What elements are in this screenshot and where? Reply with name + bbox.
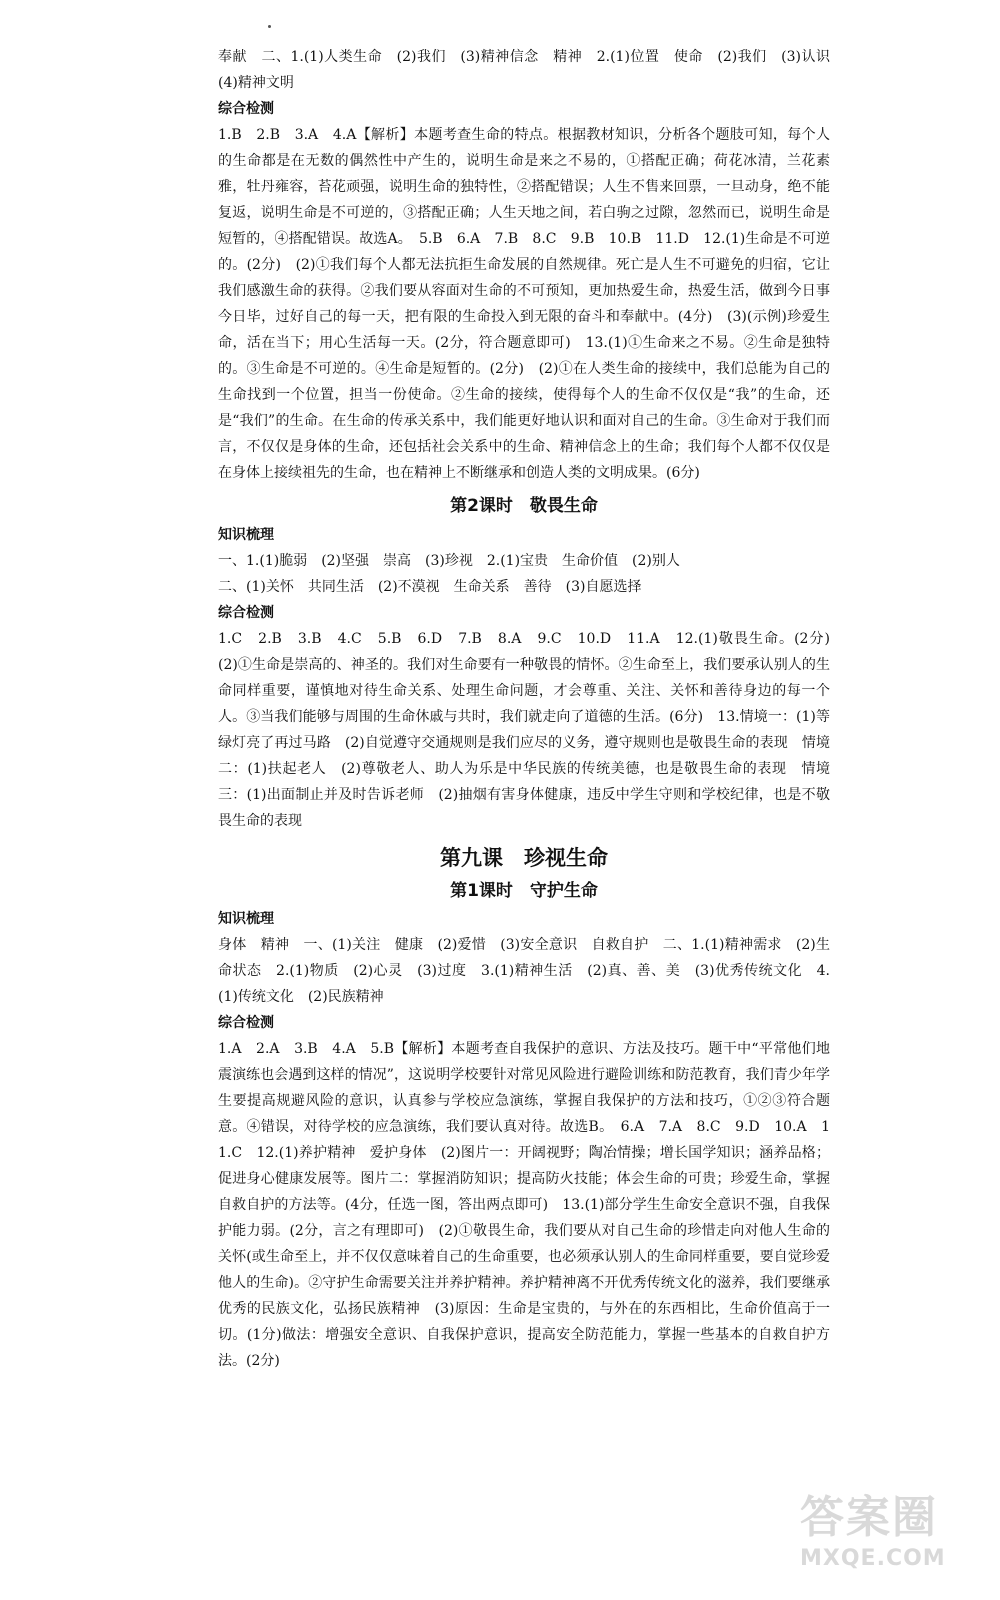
section-heading-comprehensive-check-2: 综合检测 (218, 605, 274, 621)
comprehensive-check-answers-1: 1.B 2.B 3.A 4.A【解析】本题考查生命的特点。根据教材知识，分析各个题肢可知，每个人的生命都是在无数的偶然性中产生的，说明生命是来之不易的，①搭配正确；荷花冰清，兰花素雅，牡丹雍容，苔花顽强，说明生命的独特性，②搭配错误；人生不售来回票，一旦动身，绝不能复返，说明生命是不可逆的，③搭配正确；人生天地之间，若白驹之过隙，忽然而已，说明生命是短暂的，④搭配错误。故选A。 5.B 6.A 7.B 8.C 9.B 10.B 11.D 12.(1)生命是不可逆的。(2分) (2)①我们每个人都无法抗拒生命发展的自然规律。死亡是人生不可避免的归宿，它让我们感激生命的获得。②我们要从容面对生命的不可预知，更加热爱生命，热爱生活，做到今日事今日毕，过好自己的每一天，把有限的生命投入到无限的奋斗和奉献中。(4分) (3)(示例)珍爱生命，活在当下；用心生活每一天。(2分，符合题意即可) 13.(1)①生命来之不易。②生命是独特的。③生命是不可逆的。④生命是短暂的。(2分) (2)①在人类生命的接续中，我们总能为自己的生命找到一个位置，担当一份使命。②生命的接续，使得每个人的生命不仅仅是“我”的生命，还是“我们”的生命。在生命的传承关系中，我们能更好地认识和面对自己的生命。③生命对于我们而言，不仅仅是身体的生命，还包括社会关系中的生命、精神信念上的生命；我们每个人都不仅仅是在身体上接续祖先的生命，也在精神上不断继承和创造人类的文明成果。(6分) (218, 127, 830, 481)
section-heading-knowledge-review-3: 知识梳理 (218, 911, 274, 927)
section-heading-comprehensive-check: 综合检测 (218, 101, 274, 117)
lesson-title-guard-life: 第1课时 守护生命 (450, 881, 598, 901)
answer-content (218, 44, 844, 1374)
chapter-title-cherish-life: 第九课 珍视生命 (440, 846, 608, 870)
knowledge-review-line-2: 二、(1)关怀 共同生活 (2)不漠视 生命关系 善待 (3)自愿选择 (218, 579, 642, 595)
intro-answers: 奉献 二、1.(1)人类生命 (2)我们 (3)精神信念 精神 2.(1)位置 使命 (2)我们 (3)认识 (4)精神文明 (218, 49, 844, 91)
knowledge-review-answers-3: 身体 精神 一、(1)关注 健康 (2)爱惜 (3)安全意识 自救自护 二、1.(1)精神需求 (2)生命状态 2.(1)物质 (2)心灵 (3)过度 3.(1)精神生活 (2)真、善、美 (3)优秀传统文化 4.(1)传统文化 (2)民族精神 (218, 937, 830, 1005)
watermark-url: MXQE.COM (800, 1546, 946, 1571)
site-watermark (800, 1490, 985, 1590)
comprehensive-check-answers-2: 1.C 2.B 3.B 4.C 5.B 6.D 7.B 8.A 9.C 10.D 11.A 12.(1)敬畏生命。(2分) (2)①生命是崇高的、神圣的。我们对生命要有一种敬畏的情怀。②生命至上，我们要承认别人的生命同样重要，谨慎地对待生命关系、处理生命问题，才会尊重、关注、关怀和善待身边的每一个人。③当我们能够与周围的生命休戚与共时，我们就走向了道德的生活。(6分) 13.情境一：(1)等绿灯亮了再过马路 (2)自觉遵守交通规则是我们应尽的义务，遵守规则也是敬畏生命的表现 情境二：(1)扶起老人 (2)尊敬老人、助人为乐是中华民族的传统美德，也是敬畏生命的表现 情境三：(1)出面制止并及时告诉老师 (2)抽烟有害身体健康，违反中学生守则和学校纪律，也是不敬畏生命的表现 (218, 631, 844, 829)
lesson-title-revere-life: 第2课时 敬畏生命 (450, 496, 598, 516)
knowledge-review-line-1: 一、1.(1)脆弱 (2)坚强 崇高 (3)珍视 2.(1)宝贵 生命价值 (2)别人 (218, 553, 680, 569)
section-heading-comprehensive-check-3: 综合检测 (218, 1015, 274, 1031)
section-heading-knowledge-review: 知识梳理 (218, 527, 274, 543)
watermark-logo-text: 答案圈 (800, 1492, 938, 1543)
scan-speck (268, 25, 271, 28)
comprehensive-check-answers-3: 1.A 2.A 3.B 4.A 5.B【解析】本题考查自我保护的意识、方法及技巧。题干中“平常他们地震演练也会遇到这样的情况”，这说明学校要针对常见风险进行避险训练和防范教育，我们青少年学生要提高规避风险的意识，认真参与学校应急演练，掌握自我保护的方法和技巧，①②③符合题意。④错误，对待学校的应急演练，我们要认真对待。故选B。 6.A 7.A 8.C 9.D 10.A 11.C 12.(1)养护精神 爱护身体 (2)图片一：开阔视野；陶冶情操；增长国学知识；涵养品格；促进身心健康发展等。图片二：掌握消防知识；提高防火技能；体会生命的可贵；珍爱生命，掌握自救自护的方法等。(4分，任选一图，答出两点即可) 13.(1)部分学生生命安全意识不强，自我保护能力弱。(2分，言之有理即可) (2)①敬畏生命，我们要从对自己生命的珍惜走向对他人生命的关怀(或生命至上，并不仅仅意味着自己的生命重要，也必须承认别人的生命同样重要，要自觉珍爱他人的生命)。②守护生命需要关注并养护精神。养护精神离不开优秀传统文化的滋养，我们要继承优秀的民族文化，弘扬民族精神 (3)原因：生命是宝贵的，与外在的东西相比，生命价值高于一切。(1分)做法：增强安全意识、自我保护意识，提高安全防范能力，掌握一些基本的自救自护方法。(2分) (218, 1041, 830, 1369)
